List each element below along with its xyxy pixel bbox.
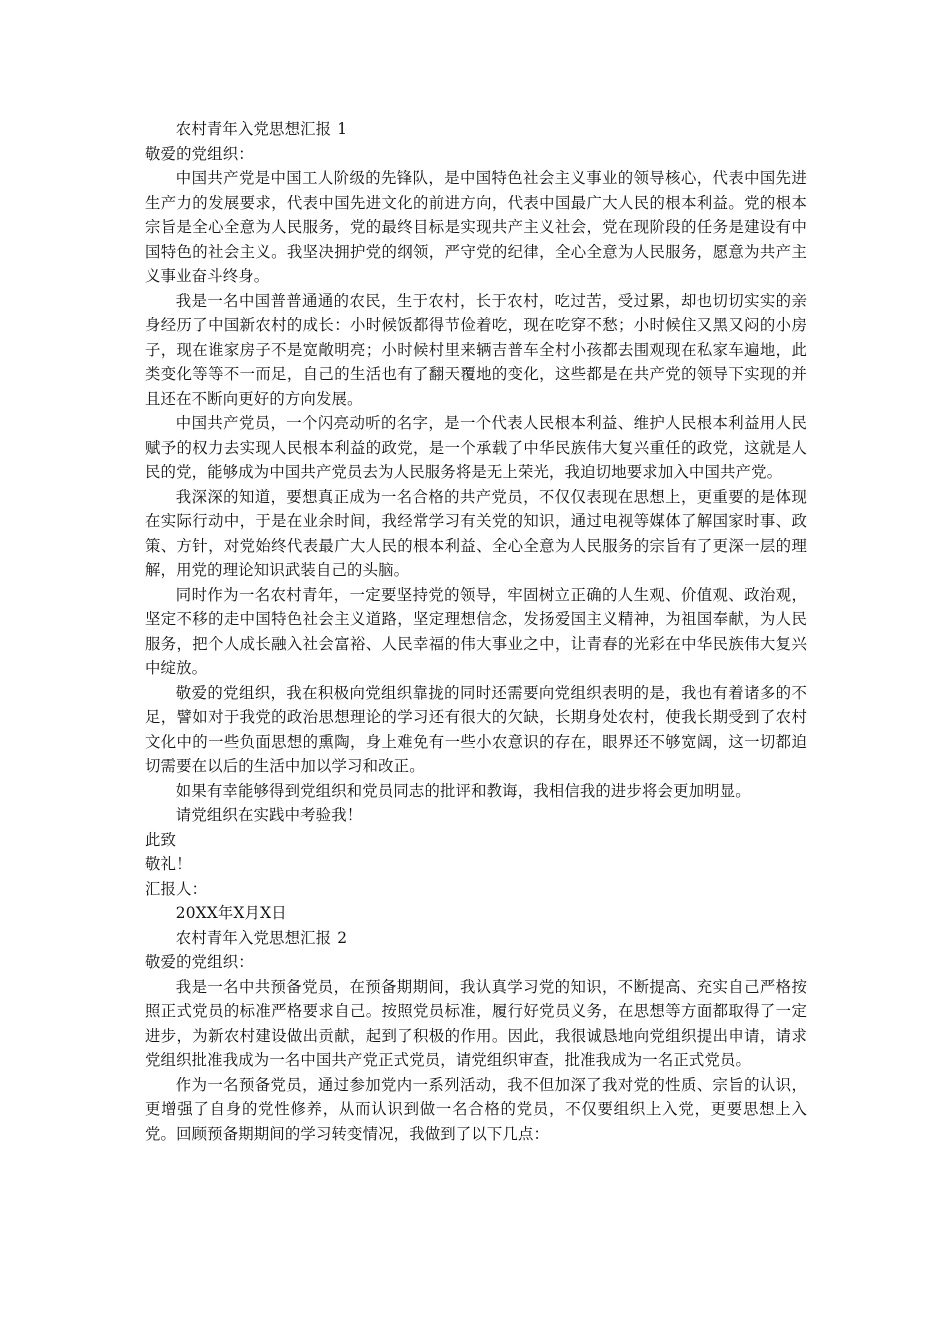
report1-number: 1	[337, 120, 348, 138]
report2-salutation: 敬爱的党组织：	[145, 953, 254, 971]
report1-title-text: 农村青年入党思想汇报	[175, 120, 332, 138]
report1-paragraph: 请党组织在实践中考验我！	[175, 806, 363, 824]
report1-paragraph: 如果有幸能够得到党组织和党员同志的批评和教诲，我相信我的进步将会更加明显。	[175, 781, 751, 800]
report2-paragraph: 我是一名中共预备党员，在预备期期间，我认真学习党的知识，不断提高、充实自己严格按照正式党员的标准严格要求自己。按照党员标准，履行好党员义务，在思想等方面都取得了一定进步，为新农村建设做出贡献，起到了积极的作用。因此，我很诚恳地向党组织提出申请，请求党组织批准我成为一名中国共产党正式党员，请党组织审查，批准我成为一名正式党员。	[145, 977, 807, 1069]
report1-paragraph: 我深深的知道，要想真正成为一名合格的共产党员，不仅仅表现在思想上，更重要的是体现在实际行动中，于是在业余时间，我经常学习有关党的知识，通过电视等媒体了解国家时事、政策、方针，对党始终代表最广大人民的根本利益、全心全意为人民服务的宗旨有了更深一层的理解，用党的理论知识武装自己的头脑。	[145, 487, 807, 579]
report1-paragraph: 同时作为一名农村青年，一定要坚持党的领导，牢固树立正确的人生观、价值观、政治观，坚定不移的走中国特色社会主义道路，坚定理想信念，发扬爱国主义精神，为祖国奉献，为人民服务，把个人成长融入社会富裕、人民幸福的伟大事业之中，让青春的光彩在中华民族伟大复兴中绽放。	[145, 585, 807, 677]
report1-reporter: 汇报人：	[145, 879, 208, 898]
report1-salutation: 敬爱的党组织：	[145, 144, 254, 163]
document-body	[145, 117, 807, 1146]
report2-title-text: 农村青年入党思想汇报	[175, 928, 332, 947]
report1-title	[145, 117, 807, 142]
report1-paragraph: 中国共产党是中国工人阶级的先锋队，是中国特色社会主义事业的领导核心，代表中国先进生产力的发展要求，代表中国先进文化的前进方向，代表中国最广大人民的根本利益。党的根本宗旨是全心全意为人民服务，党的最终目标是实现共产主义社会，党在现阶段的任务是建设有中国特色的社会主义。我坚决拥护党的纲领，严守党的纪律，全心全意为人民服务，愿意为共产主义事业奋斗终身。	[145, 169, 807, 285]
report1-paragraph: 我是一名中国普普通通的农民，生于农村，长于农村，吃过苦，受过累，却也切切实实的亲身经历了中国新农村的成长：小时候饭都得节俭着吃，现在吃穿不愁；小时候住又黑又闷的小房子，现在谁家房子不是宽敞明亮；小时候村里来辆吉普车全村小孩都去围观现在私家车遍地，此类变化等等不一而足，自己的生活也有了翻天覆地的变化，这些都是在共产党的领导下实现的并且还在不断向更好的方向发展。	[145, 291, 807, 408]
report1-paragraph: 敬爱的党组织，我在积极向党组织靠拢的同时还需要向党组织表明的是，我也有着诸多的不足，譬如对于我党的政治思想理论的学习还有很大的欠缺，长期身处农村，使我长期受到了农村文化中的一些负面思想的熏陶，身上难免有一些小农意识的存在，眼界还不够宽阔，这一切都迫切需要在以后的生活中加以学习和改正。	[145, 683, 807, 775]
report1-date: 20XX年X月X日	[175, 904, 287, 922]
report2-number: 2	[337, 928, 348, 947]
report2-paragraph: 作为一名预备党员，通过参加党内一系列活动，我不但加深了我对党的性质、宗旨的认识，更增强了自身的党性修养，从而认识到做一名合格的党员，不仅要组织上入党，更要思想上入党。回顾预备期期间的学习转变情况，我做到了以下几点：	[145, 1075, 807, 1143]
report1-closing-1: 此致	[145, 830, 177, 849]
report1-paragraph: 中国共产党员，一个闪亮动听的名字，是一个代表人民根本利益、维护人民根本利益用人民赋予的权力去实现人民根本利益的政党，是一个承载了中华民族伟大复兴重任的政党，这就是人民的党，能够成为中国共产党员去为人民服务将是无上荣光，我迫切地要求加入中国共产党。	[145, 414, 807, 481]
report1-closing-2: 敬礼！	[145, 855, 192, 873]
report2-title	[145, 926, 807, 951]
